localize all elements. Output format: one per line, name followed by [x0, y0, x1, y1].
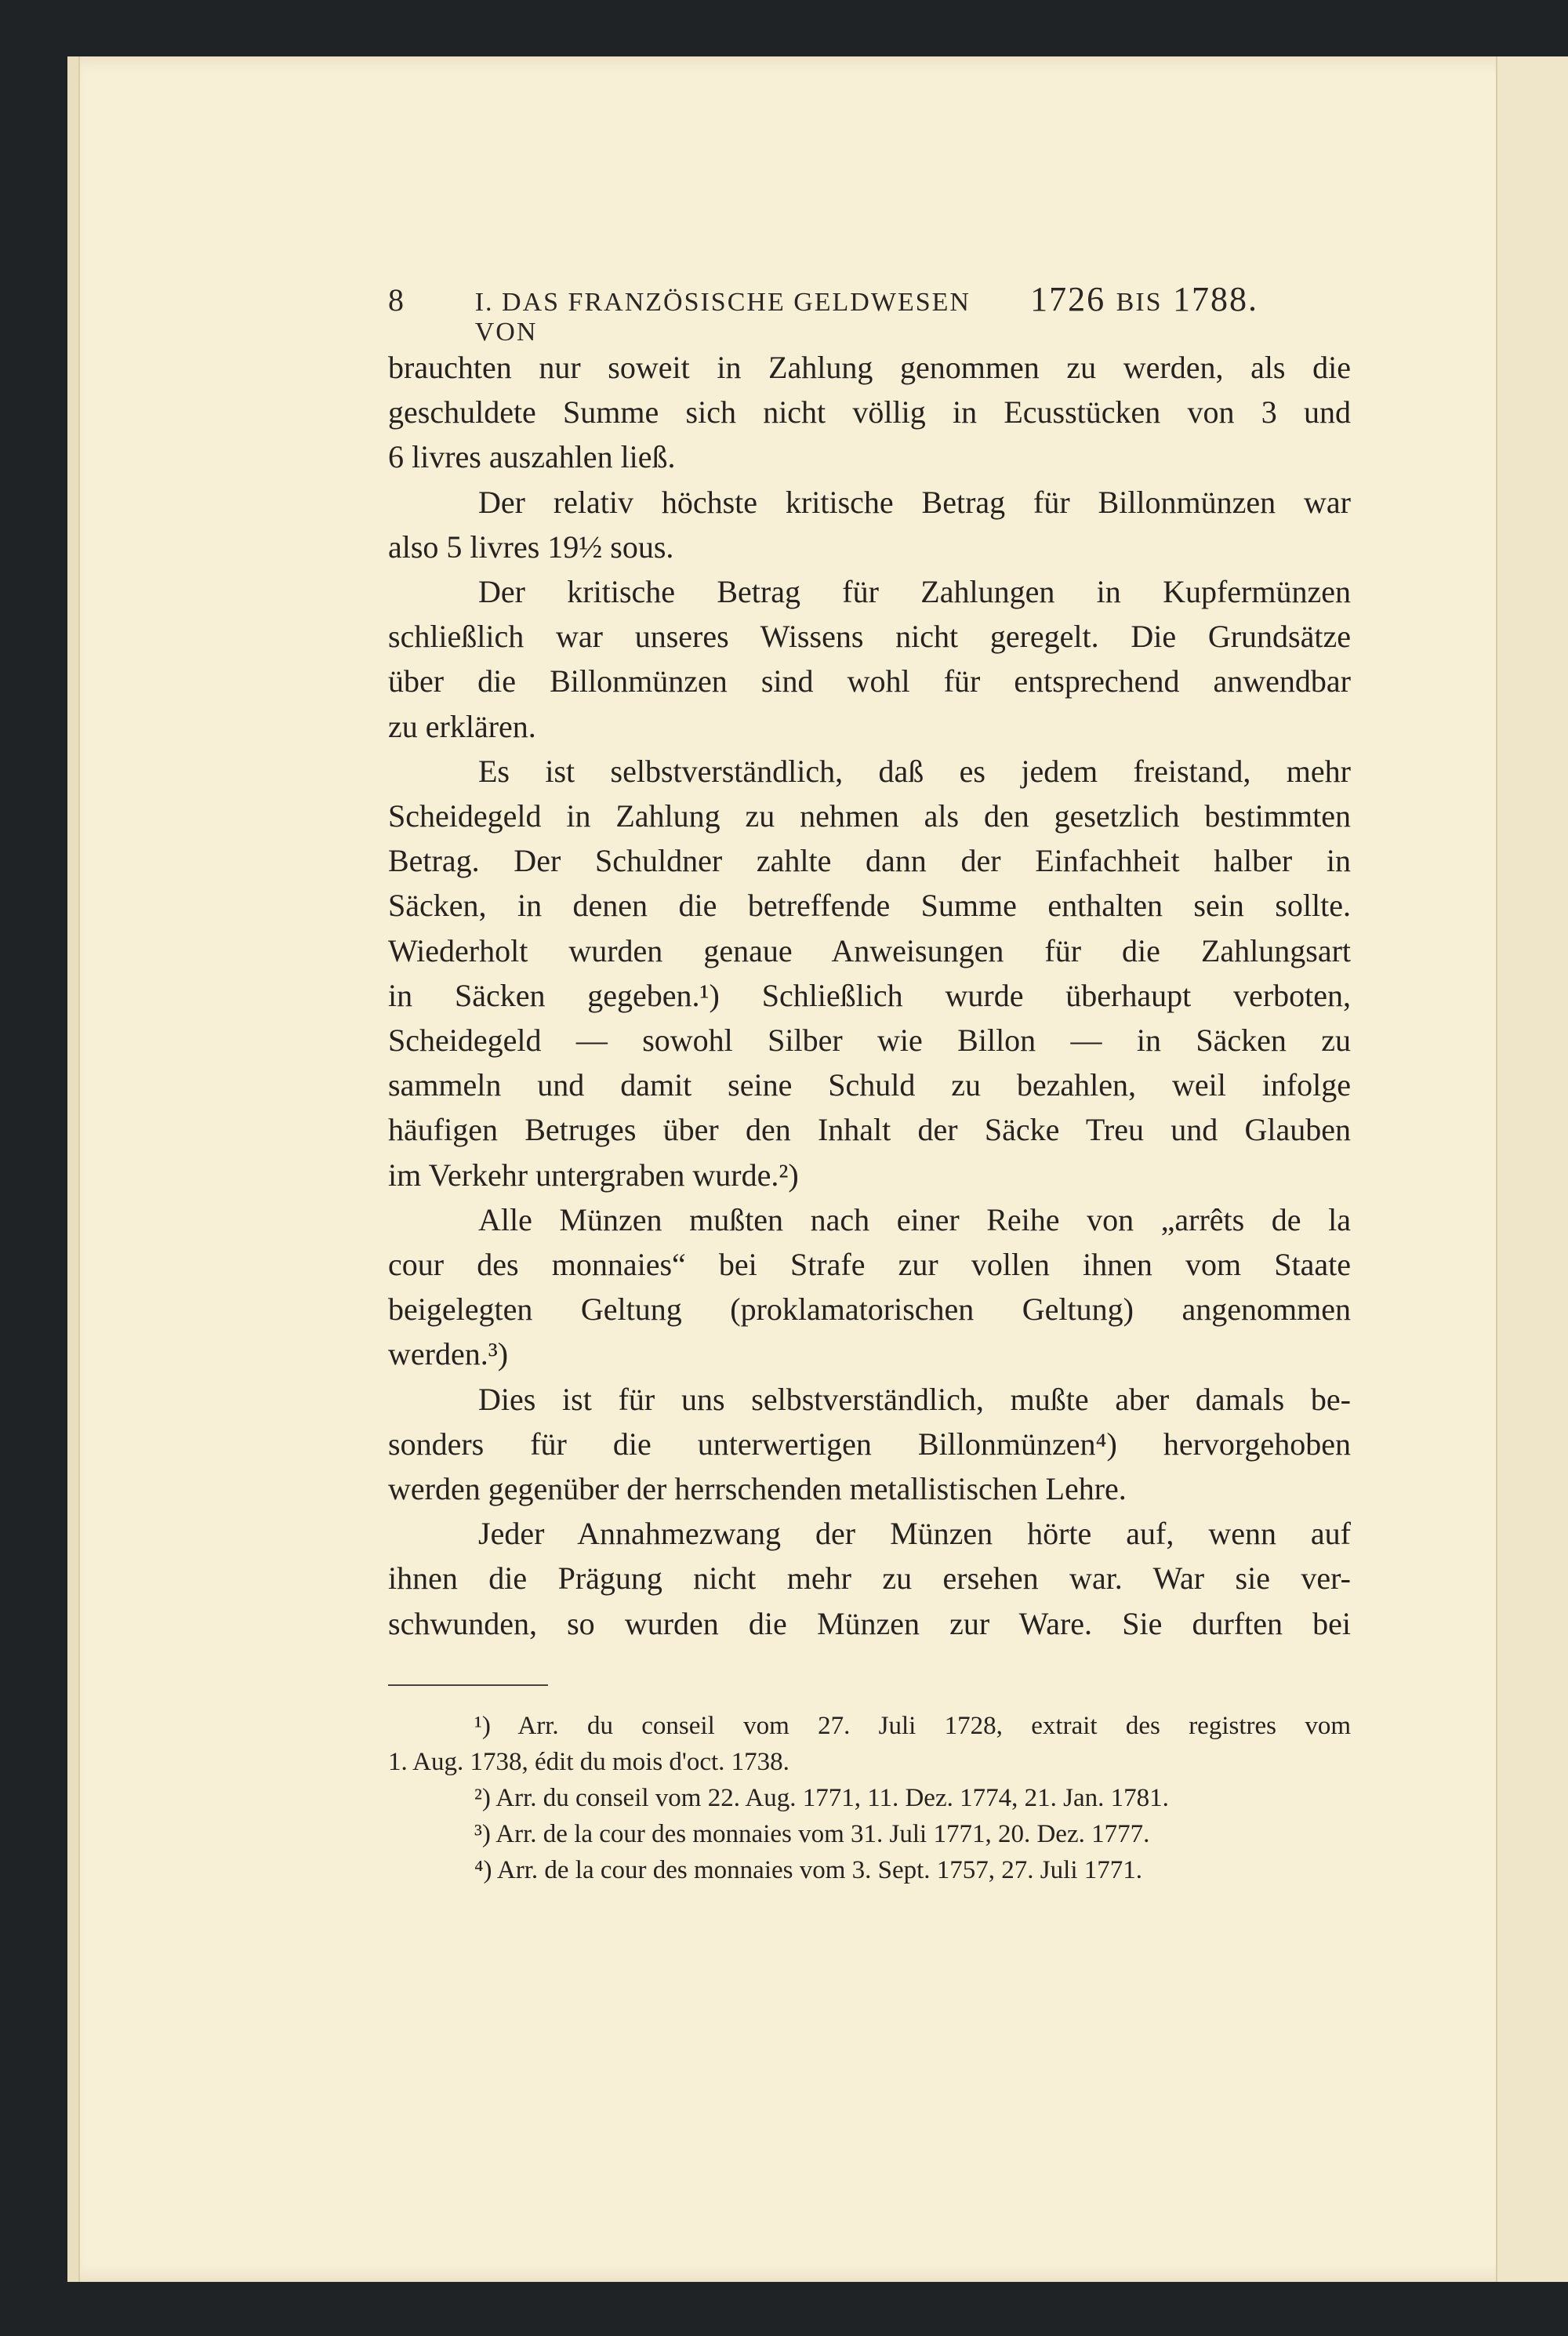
- text-line: Wiederholt wurden genaue Anweisungen für die Zahlungsart: [388, 932, 1351, 968]
- paragraph: [388, 1511, 1351, 1646]
- paragraph: [388, 569, 1351, 749]
- text-line: sammeln und damit seine Schuld zu bezahlen, weil infolge: [388, 1067, 1351, 1103]
- running-head: [388, 279, 1258, 347]
- footnote-line: ⁴) Arr. de la cour des monnaies vom 3. Sept. 1757, 27. Juli 1771.: [474, 1856, 1142, 1884]
- footnote: [388, 1816, 1351, 1852]
- running-head-title: I. DAS FRANZÖSISCHE GELDWESEN VON: [474, 288, 971, 347]
- text-line: werden gegenüber der herrschenden metallistischen Lehre.: [388, 1471, 1127, 1507]
- text-line: ihnen die Prägung nicht mehr zu ersehen war. War sie ver-: [388, 1560, 1351, 1597]
- footnotes: [388, 1708, 1351, 1888]
- text-line: Scheidegeld in Zahlung zu nehmen als den gesetzlich bestimmten: [388, 798, 1351, 834]
- text-line: im Verkehr untergraben wurde.²): [388, 1157, 799, 1193]
- text-line: Der kritische Betrag für Zahlungen in Kupfermünzen: [478, 574, 1351, 610]
- paragraph: [388, 480, 1351, 569]
- paragraph: [388, 345, 1351, 480]
- text-line: Dies ist für uns selbstverständlich, mußte aber damals be-: [478, 1381, 1351, 1417]
- footnote: [388, 1708, 1351, 1780]
- footnote-line: ³) Arr. de la cour des monnaies vom 31. Juli 1771, 20. Dez. 1777.: [474, 1820, 1150, 1848]
- running-head-year-to: 1788.: [1173, 280, 1259, 318]
- text-line: Der relativ höchste kritische Betrag für Billonmünzen war: [478, 484, 1351, 520]
- text-line: Betrag. Der Schuldner zahlte dann der Einfachheit halber in: [388, 843, 1351, 879]
- footnote-rule: [388, 1684, 548, 1686]
- text-line: werden.³): [388, 1336, 509, 1372]
- text-line: schwunden, so wurden die Münzen zur Ware. Sie durften bei: [388, 1605, 1351, 1641]
- text-line: Säcken, in denen die betreffende Summe enthalten sein sollte.: [388, 888, 1351, 924]
- page-edge-left: [67, 56, 80, 2282]
- footnote: [388, 1780, 1351, 1816]
- paragraph: [388, 1377, 1351, 1512]
- running-head-between: BIS: [1116, 288, 1163, 317]
- footnote-line: ¹) Arr. du conseil vom 27. Juli 1728, extrait des registres vom: [474, 1712, 1351, 1740]
- text-line: häufigen Betruges über den Inhalt der Säcke Treu und Glauben: [388, 1112, 1351, 1148]
- text-line: in Säcken gegeben.¹) Schließlich wurde überhaupt verboten,: [388, 977, 1351, 1013]
- text-line: Es ist selbstverständlich, daß es jedem freistand, mehr: [478, 753, 1351, 789]
- footnote: [388, 1852, 1351, 1888]
- text-line: Jeder Annahmezwang der Münzen hörte auf, wenn auf: [478, 1516, 1351, 1552]
- text-line: über die Billonmünzen sind wohl für entsprechend anwendbar: [388, 663, 1351, 699]
- body-text: [388, 345, 1351, 1646]
- running-head-year-from: 1726: [1030, 280, 1106, 318]
- text-line: Scheidegeld — sowohl Silber wie Billon — in Säcken zu: [388, 1023, 1351, 1059]
- text-line: Alle Münzen mußten nach einer Reihe von „arrêts de la: [478, 1201, 1351, 1237]
- text-line: beigelegten Geltung (proklamatorischen Geltung) angenommen: [388, 1292, 1351, 1328]
- paragraph: [388, 749, 1351, 1197]
- footnote-line: ²) Arr. du conseil vom 22. Aug. 1771, 11. Dez. 1774, 21. Jan. 1781.: [474, 1784, 1169, 1812]
- page-number: 8: [388, 282, 404, 318]
- text-line: also 5 livres 19½ sous.: [388, 529, 674, 565]
- text-line: brauchten nur soweit in Zahlung genommen zu werden, als die: [388, 350, 1351, 385]
- text-line: 6 livres auszahlen ließ.: [388, 439, 676, 475]
- paragraph: [388, 1197, 1351, 1377]
- page-edge-right: [1496, 56, 1568, 2282]
- text-line: schließlich war unseres Wissens nicht geregelt. Die Grundsätze: [388, 619, 1351, 655]
- text-line: zu erklären.: [388, 708, 536, 744]
- text-line: geschuldete Summe sich nicht völlig in Ecusstücken von 3 und: [388, 394, 1351, 431]
- text-line: cour des monnaies“ bei Strafe zur vollen ihnen vom Staate: [388, 1247, 1351, 1283]
- footnote-line: 1. Aug. 1738, édit du mois d'oct. 1738.: [388, 1748, 789, 1776]
- text-line: sonders für die unterwertigen Billonmünzen⁴) hervorgehoben: [388, 1426, 1351, 1462]
